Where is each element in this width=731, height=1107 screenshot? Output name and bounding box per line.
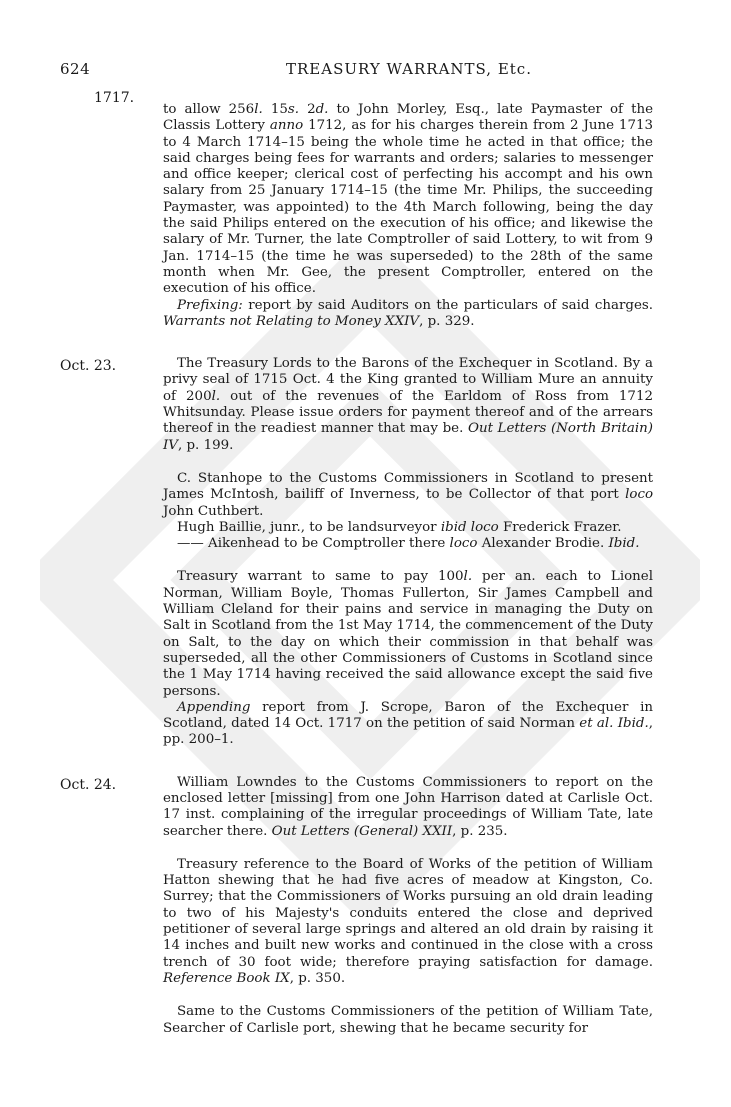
entry-paragraph: William Lowndes to the Customs Commissioners to report on the enclosed letter [missing] from one John Harrison dated at Carlisle Oct. 17 inst. complaining of the irregular proceedings of William Tate, late searcher there. Out Letters (General) XXII, p. 235. [163, 774, 653, 839]
entry-paragraph: The Treasury Lords to the Barons of the Exchequer in Scotland. By a privy seal of 1715 Oct. 4 the King granted to William Mure an annuity of 200l. out of the revenues of the Earldom of Ross from 1712 Whitsunday. Please issue orders for payment thereof and of the arrears thereof in the readiest manner that may be. Out Letters (North Britain) IV, p. 199. [163, 356, 653, 453]
entry-paragraph: Treasury reference to the Board of Works of the petition of William Hatton shewing that he had five acres of meadow at Kingston, Co. Surrey; that the Commissioners of Works pursuing an old drain leading to two of his Majesty's conduits entered the close and deprived petitioner of several large springs and altered an old drain by raising it 14 inches and built new works and continued in the close with a cross trench of 30 foot wide; therefore praying satisfaction for damage. Reference Book IX, p. 350. [163, 856, 653, 986]
running-title: TREASURY WARRANTS, Etc. [286, 60, 532, 78]
entry-oct-24 [60, 774, 653, 840]
year-marker: 1717. [94, 90, 135, 106]
entry-paragraph: Prefixing: report by said Auditors on the particulars of said charges. Warrants not Relating to Money XXIV, p. 329. [163, 297, 653, 329]
entry-paragraph: Treasury warrant to same to pay 100l. per an. each to Lionel Norman, William Boyle, Thomas Fullerton, Sir James Campbell and William Cleland for their pains and service in managing the Duty on Salt in Scotland from the 1st May 1714, the commencement of the Duty on Salt, to the day on which their commission in that behalf was superseded, all the other Commissioners of Customs in Scotland since the 1 May 1714 having received the said allowance except the said five persons. [163, 569, 653, 699]
entry-paragraph: C. Stanhope to the Customs Commissioners in Scotland to present James McIntosh, bailiff of Inverness, to be Collector of that port loco John Cuthbert. [163, 470, 653, 519]
entry-paragraph: Appending report from J. Scrope, Baron of the Exchequer in Scotland, dated 14 Oct. 1717 on the petition of said Norman et al. Ibid., pp. 200–1. [163, 699, 653, 748]
entry-paragraph: Same to the Customs Commissioners of the petition of William Tate, Searcher of Carlisle port, shewing that he became security for [163, 1004, 653, 1036]
entry-paragraph: to allow 256l. 15s. 2d. to John Morley, Esq., late Paymaster of the Classis Lottery anno 1712, as for his charges therein from 2 June 1713 to 4 March 1714–15 being the whole time he acted in that office; the said charges being fees for warrants and orders; salaries to messenger and office keeper; clerical cost of perfecting his accompt and his own salary from 25 January 1714–15 (the time Mr. Philips, the succeeding Paymaster, was appointed) to the 4th March following, being the day the said Philips entered on the execution of his office; and likewise the salary of Mr. Turner, the late Comptroller of said Lottery, to wit from 9 Jan. 1714–15 (the time he was superseded) to the 28th of the same month when Mr. Gee, the present Comptroller, entered on the execution of his office. [163, 102, 654, 297]
entry-date: Oct. 24. [60, 776, 117, 793]
entry-paragraph: Hugh Baillie, junr., to be landsurveyor ibid loco Frederick Frazer. [177, 519, 622, 535]
entry-oct-23 [60, 356, 653, 454]
entry-paragraph: —— Aikenhead to be Comptroller there loco Alexander Brodie. Ibid. [177, 536, 640, 552]
page-header [0, 60, 731, 82]
page-number: 624 [60, 60, 91, 78]
document-body [60, 102, 654, 1037]
entry-date: Oct. 23. [60, 358, 117, 375]
